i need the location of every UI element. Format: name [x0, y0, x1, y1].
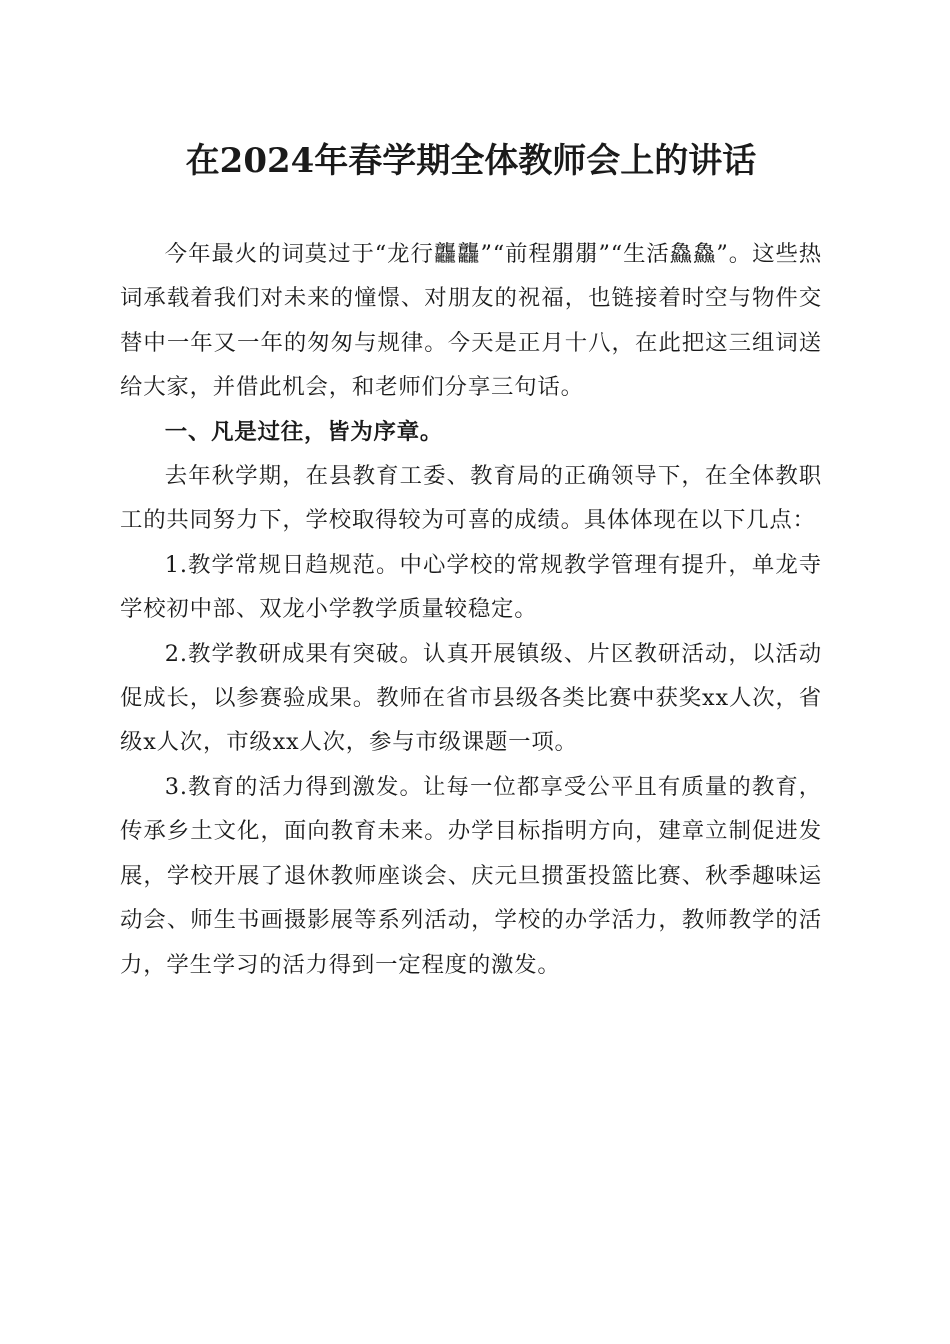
document-title: 在2024年春学期全体教师会上的讲话 — [185, 141, 757, 181]
section-1-intro-paragraph: 去年秋学期，在县教育工委、教育局的正确领导下，在全体教职工的共同努力下，学校取得较为可喜的成绩。具体体现在以下几点： — [120, 463, 822, 534]
intro-paragraph: 今年最火的词莫过于“龙行龘龘”“前程朤朤”“生活鱻鱻”。这些热词承载着我们对未来的憧憬、对朋友的祝福，也链接着时空与物件交替中一年又一年的匆匆与规律。今天是正月十八，在此把这三组词送给大家，并借此机会，和老师们分享三句话。 — [120, 241, 822, 401]
point-2-paragraph: 2.教学教研成果有突破。认真开展镇级、片区教研活动，以活动促成长，以参赛验成果。教师在省市县级各类比赛中获奖xx人次，省级x人次，市级xx人次，参与市级课题一项。 — [120, 640, 822, 756]
section-heading-1: 一、凡是过往，皆为序章。 — [164, 418, 444, 445]
document-body — [120, 232, 822, 987]
point-1-paragraph: 1.教学常规日趋规范。中心学校的常规教学管理有提升，单龙寺学校初中部、双龙小学教学质量较稳定。 — [120, 551, 822, 623]
point-3-paragraph: 3.教育的活力得到激发。让每一位都享受公平且有质量的教育，传承乡土文化，面向教育未来。办学目标指明方向，建章立制促进发展，学校开展了退休教师座谈会、庆元旦掼蛋投篮比赛、秋季趣味运动会、师生书画摄影展等系列活动，学校的办学活力，教师教学的活力，学生学习的活力得到一定程度的激发。 — [120, 773, 822, 978]
